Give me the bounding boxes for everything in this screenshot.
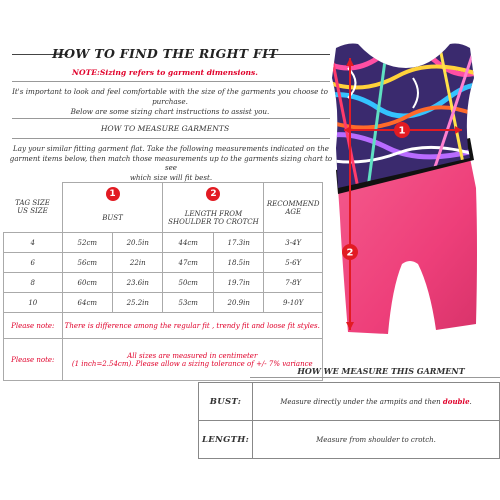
bust-cm-cell: 60cm bbox=[62, 273, 112, 293]
length-marker-cell bbox=[163, 183, 264, 205]
bust-cm-cell: 52cm bbox=[62, 233, 112, 253]
table-row bbox=[199, 421, 500, 459]
leotard-image bbox=[318, 38, 500, 360]
instruction-line: Lay your similar fitting garment flat. Take the following measurements indicated on the bbox=[13, 144, 329, 153]
size-chart-table bbox=[3, 182, 323, 381]
us-size-label: US SIZE bbox=[17, 207, 48, 216]
intro-line: purchase. bbox=[152, 97, 188, 106]
length-in-cell: 19.7in bbox=[213, 273, 263, 293]
intro-line: Below are some sizing chart instructions to assist you. bbox=[70, 107, 270, 116]
bust-header: BUST bbox=[62, 205, 163, 233]
age-cell: 9-10Y bbox=[264, 293, 323, 313]
divider bbox=[250, 377, 500, 378]
recommend-label: RECOMMEND bbox=[266, 199, 320, 208]
size-cell: 6 bbox=[4, 253, 63, 273]
bust-description bbox=[253, 383, 500, 421]
description-text: Measure directly under the armpits and then bbox=[280, 398, 443, 406]
size-cell: 8 bbox=[4, 273, 63, 293]
recommend-age-header bbox=[264, 183, 323, 233]
leotard-illustration bbox=[318, 38, 500, 360]
length-header bbox=[163, 205, 264, 233]
bust-marker-cell bbox=[62, 183, 163, 205]
bust-in-cell: 25.2in bbox=[113, 293, 163, 313]
please-note-label: Please note: bbox=[4, 313, 63, 339]
instruction-line: which size will fit best. bbox=[129, 172, 213, 182]
page-title: HOW TO FIND THE RIGHT FIT bbox=[52, 46, 278, 61]
bust-in-cell: 22in bbox=[113, 253, 163, 273]
divider bbox=[12, 81, 330, 82]
length-in-cell: 20.9in bbox=[213, 293, 263, 313]
marker-2-label: 2 bbox=[346, 247, 354, 259]
instruction-line: garment items below, then match those measurements up to the garments sizing chart to see bbox=[9, 153, 333, 173]
intro-text bbox=[10, 87, 330, 117]
sizing-note: NOTE:Sizing refers to garment dimensions. bbox=[72, 68, 258, 77]
how-we-measure-table bbox=[198, 382, 500, 459]
size-cell: 10 bbox=[4, 293, 63, 313]
note-line: All sizes are measured in centimeter bbox=[127, 351, 258, 360]
table-row bbox=[4, 313, 323, 339]
age-cell: 5-6Y bbox=[264, 253, 323, 273]
size-cell: 4 bbox=[4, 233, 63, 253]
marker-1-label: 1 bbox=[398, 125, 406, 137]
length-description bbox=[253, 421, 500, 459]
table-row bbox=[4, 293, 323, 313]
intro-line: It's important to look and feel comfortable with the size of the garments you choose to bbox=[12, 87, 328, 96]
length-label: LENGTH FROM bbox=[184, 210, 243, 219]
tag-size-label: TAG SIZE bbox=[15, 199, 50, 208]
how-to-measure-heading: HOW TO MEASURE GARMENTS bbox=[100, 124, 230, 133]
length-cm-cell: 44cm bbox=[163, 233, 213, 253]
marker-2-icon: 2 bbox=[206, 187, 220, 201]
bust-in-cell: 20.5in bbox=[113, 233, 163, 253]
divider bbox=[12, 118, 330, 119]
age-cell: 7-8Y bbox=[264, 273, 323, 293]
bust-in-cell: 23.6in bbox=[113, 273, 163, 293]
length-label: LENGTH: bbox=[199, 421, 253, 459]
table-row bbox=[199, 383, 500, 421]
age-cell: 3-4Y bbox=[264, 233, 323, 253]
emphasis-text: double bbox=[442, 397, 470, 406]
age-label: AGE bbox=[285, 207, 302, 216]
measure-instructions bbox=[8, 144, 334, 182]
length-cm-cell: 47cm bbox=[163, 253, 213, 273]
tag-size-header bbox=[4, 183, 63, 233]
marker-1-icon: 1 bbox=[106, 187, 120, 201]
length-in-cell: 17.3in bbox=[213, 233, 263, 253]
description-text: Measure from shoulder to crotch. bbox=[316, 435, 436, 444]
table-row bbox=[4, 233, 323, 253]
table-row bbox=[4, 253, 323, 273]
bust-cm-cell: 56cm bbox=[62, 253, 112, 273]
bust-cm-cell: 64cm bbox=[62, 293, 112, 313]
length-in-cell: 18.5in bbox=[213, 253, 263, 273]
how-we-measure-heading: HOW WE MEASURE THIS GARMENT bbox=[297, 366, 465, 376]
note-line: (1 inch=2.54cm). Please allow a sizing tolerance of +/- 7% variance bbox=[71, 359, 313, 368]
please-note-label: Please note: bbox=[4, 339, 63, 381]
divider bbox=[12, 138, 330, 139]
length-cm-cell: 53cm bbox=[163, 293, 213, 313]
table-row bbox=[4, 273, 323, 293]
please-note-text: There is difference among the regular fit , trendy fit and loose fit styles. bbox=[62, 313, 322, 339]
bust-label: BUST: bbox=[199, 383, 253, 421]
length-label: SHOULDER TO CROTCH bbox=[168, 218, 259, 227]
description-text: . bbox=[469, 398, 472, 406]
length-cm-cell: 50cm bbox=[163, 273, 213, 293]
